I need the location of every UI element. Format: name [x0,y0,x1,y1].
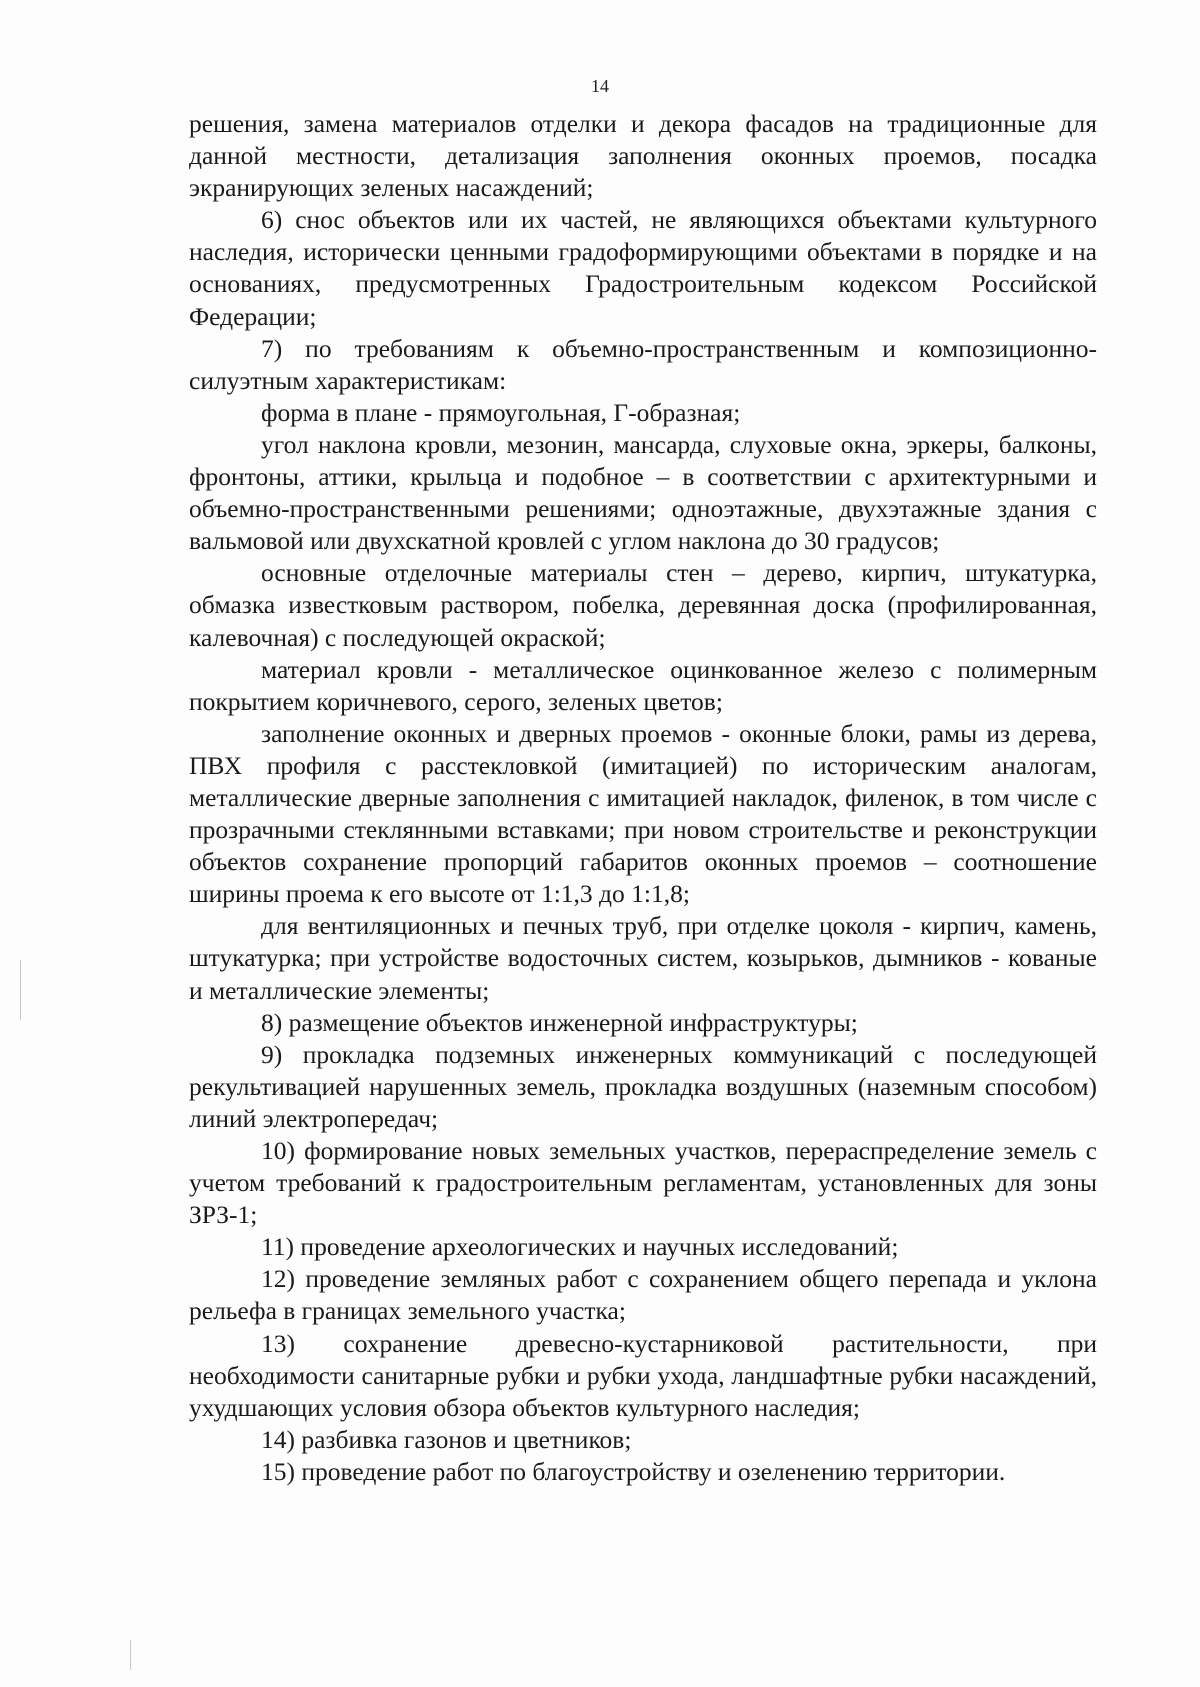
paragraph: решения, замена материалов отделки и декора фасадов на традиционные для данной местности, детализация заполнения оконных проемов, посадка экранирующих зеленых насаждений; [189,109,1097,203]
document-body [189,108,1097,1488]
paragraph: форма в плане - прямоугольная, Г-образная; [261,397,741,427]
scan-artifact [130,1640,131,1670]
paragraph: для вентиляционных и печных труб, при отделке цоколя - кирпич, камень, штукатурка; при устройстве водосточных систем, козырьков, дымников - кованые и металлические элементы; [189,911,1097,1005]
paragraph: 10) формирование новых земельных участков, перераспределение земель с учетом требований к градостроительным регламентам, установленных для зоны ЗРЗ-1; [189,1136,1097,1230]
page-number: 14 [591,76,609,96]
scan-artifact [20,960,21,1020]
paragraph: 13) сохранение древесно-кустарниковой растительности, при необходимости санитарные рубки и рубки ухода, ландшафтные рубки насаждений, ухудшающих условия обзора объектов культурного наследия; [189,1328,1097,1422]
paragraph: 9) прокладка подземных инженерных коммуникаций с последующей рекультивацией нарушенных земель, прокладка воздушных (наземным способом) линий электропередач; [189,1039,1097,1133]
paragraph: 6) снос объектов или их частей, не являющихся объектами культурного наследия, исторически ценными градоформирующими объектами в порядке и на основаниях, предусмотренных Градостроительным кодексом Российской Федерации; [189,205,1097,331]
paragraph: 7) по требованиям к объемно-пространственным и композиционно-силуэтным характеристикам: [189,333,1097,395]
paragraph: заполнение оконных и дверных проемов - оконные блоки, рамы из дерева, ПВХ профиля с расстекловкой (имитацией) по историческим аналогам, металлические дверные заполнения с имитацией накладок, филенок, в том числе с прозрачными стеклянными вставками; при новом строительстве и реконструкции объектов сохранение пропорций габаритов оконных проемов – соотношение ширины проема к его высоте от 1:1,3 до 1:1,8; [189,718,1097,909]
paragraph: угол наклона кровли, мезонин, мансарда, слуховые окна, эркеры, балконы, фронтоны, аттики, крыльца и подобное – в соответствии с архитектурными и объемно-пространственными решениями; одноэтажные, двухэтажные здания с вальмовой или двухскатной кровлей с углом наклона до 30 градусов; [189,429,1097,556]
paragraph: 8) размещение объектов инженерной инфраструктуры; [261,1007,858,1037]
paragraph: материал кровли - металлическое оцинкованное железо с полимерным покрытием коричневого, серого, зеленых цветов; [189,654,1097,716]
paragraph: 12) проведение земляных работ с сохранением общего перепада и уклона рельефа в границах земельного участка; [189,1264,1097,1326]
paragraph: 14) разбивка газонов и цветников; [261,1424,632,1454]
paragraph: 15) проведение работ по благоустройству и озеленению территории. [261,1456,1006,1486]
paragraph: основные отделочные материалы стен – дерево, кирпич, штукатурка, обмазка известковым раствором, побелка, деревянная доска (профилированная, калевочная) с последующей окраской; [189,558,1097,652]
paragraph: 11) проведение археологических и научных исследований; [261,1232,899,1262]
